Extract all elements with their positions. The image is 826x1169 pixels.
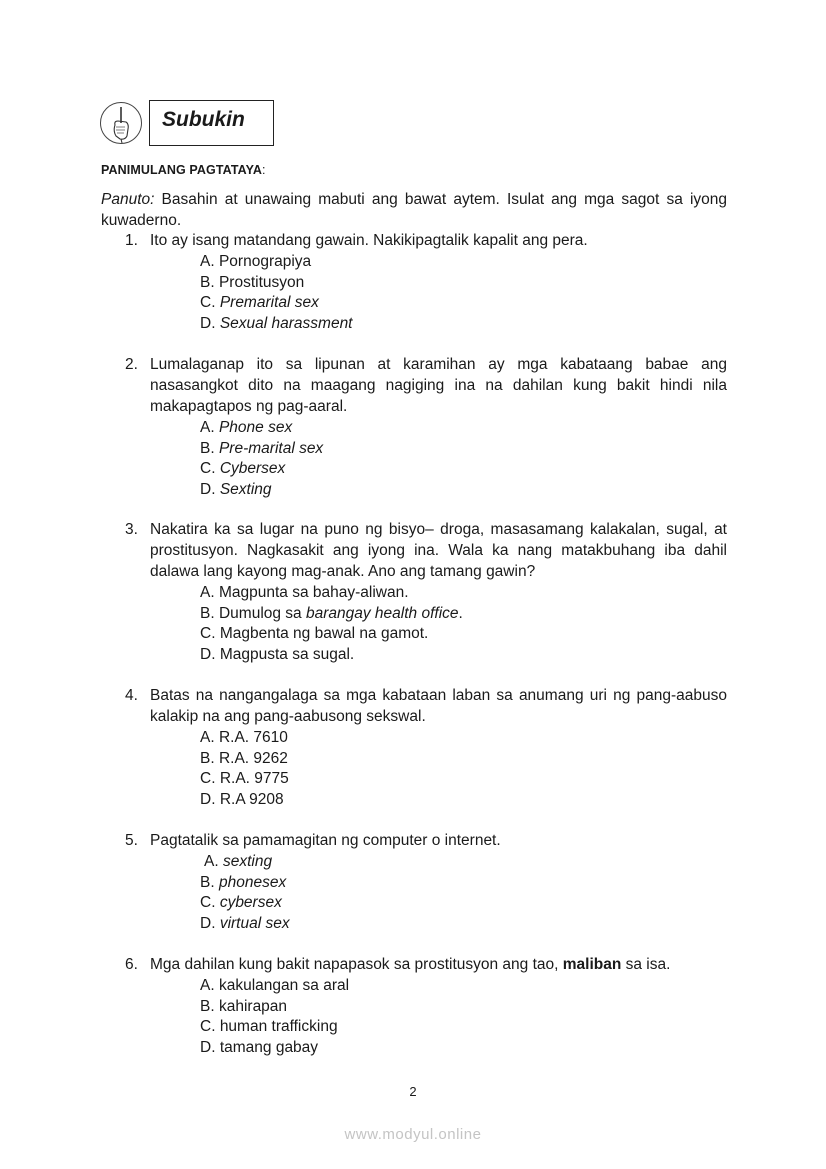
choice-text: tamang gabay — [219, 1039, 319, 1057]
question-5 — [125, 830, 727, 934]
choice-text: R.A. 7610 — [218, 729, 288, 746]
question-number: 6. — [125, 956, 138, 973]
choice-b — [200, 996, 727, 1017]
choice-d — [200, 644, 727, 665]
assessment-label-colon: : — [262, 163, 266, 177]
choice-letter: D. — [200, 646, 216, 664]
choice-b — [200, 438, 727, 459]
choice-letter: C. — [200, 460, 216, 478]
choice-text: Dumulog sa — [218, 604, 306, 622]
assessment-label — [101, 163, 266, 177]
question-1 — [125, 230, 727, 334]
choice-c — [200, 623, 727, 644]
question-number: 4. — [125, 687, 138, 704]
question-text-emphasis: maliban — [562, 956, 622, 973]
choice-b — [200, 872, 727, 893]
choice-letter: B. — [200, 273, 215, 291]
choice-letter: B. — [200, 749, 215, 767]
choice-b — [200, 603, 727, 624]
choices — [200, 975, 727, 1058]
choice-a — [200, 975, 727, 996]
choice-d — [200, 479, 727, 500]
choice-letter: A. — [200, 419, 215, 436]
choice-a — [200, 727, 727, 748]
choice-d — [200, 1037, 727, 1058]
choice-letter: D. — [200, 1039, 216, 1057]
choice-text: virtual sex — [219, 915, 290, 933]
choice-text-end: . — [458, 604, 463, 622]
choice-text: R.A. 9262 — [218, 749, 288, 767]
choice-text: Cybersex — [219, 460, 286, 478]
question-3 — [125, 519, 727, 665]
question-text: Ito ay isang matandang gawain. Nakikipagtalik kapalit ang pera. — [150, 232, 588, 249]
choice-text: Pornograpiya — [218, 253, 312, 270]
choice-letter: A. — [200, 253, 215, 270]
choice-letter: D. — [200, 791, 216, 809]
page-number: 2 — [409, 1084, 417, 1099]
choice-text: cybersex — [219, 894, 282, 912]
choice-c — [200, 768, 727, 789]
question-text: Batas na nangangalaga sa mga kabataan laban sa anumang uri ng pang-aabuso kalakip na ang pang-aabusong sekswal. — [150, 687, 727, 725]
question-4 — [125, 685, 727, 810]
question-text: Pagtatalik sa pamamagitan ng computer o internet. — [150, 832, 501, 849]
choice-letter: A. — [200, 977, 215, 994]
choice-letter: B. — [200, 439, 215, 457]
instructions-text: Basahin at unawaing mabuti ang bawat aytem. Isulat ang mga sagot sa iyong kuwaderno. — [101, 191, 727, 229]
choice-letter: D. — [200, 915, 216, 933]
choice-a — [200, 851, 727, 872]
question-number: 2. — [125, 356, 138, 373]
choice-letter: D. — [200, 315, 216, 333]
question-6 — [125, 954, 727, 1058]
choice-a — [200, 417, 727, 438]
question-text: Nakatira ka sa lugar na puno ng bisyo– droga, masasamang kalakalan, sugal, at prostitusyon. Nagkasakit ang iyong ina. Wala ka nang matakbuhang iba dahil dalawa lang kayong mag-anak. Ano ang tamang gawin? — [150, 521, 727, 580]
choice-text: Premarital sex — [219, 294, 319, 312]
choices — [200, 851, 727, 934]
choice-text: Magpunta sa bahay-aliwan. — [218, 584, 409, 601]
choice-a — [200, 251, 727, 272]
hand-holding-pencil-icon — [100, 102, 142, 144]
question-number: 1. — [125, 232, 138, 249]
choice-text: Sexual harassment — [219, 315, 353, 333]
choice-c — [200, 1016, 727, 1037]
question-text: Lumalaganap ito sa lipunan at karamihan ay mga kabataang babae ang nasasangkot dito na maagang nagiging ina na dahilan kung bakit hindi nila makapagtapos ng pag-aaral. — [150, 356, 727, 415]
choice-text: Magbenta ng bawal na gamot. — [219, 625, 429, 643]
choice-text: Pre-marital sex — [218, 439, 324, 457]
assessment-label-text: PANIMULANG PAGTATAYA — [101, 163, 263, 177]
choice-c — [200, 892, 727, 913]
choice-text: R.A. 9775 — [219, 770, 289, 788]
choice-text: phonesex — [218, 873, 287, 891]
choice-letter: C. — [200, 1018, 216, 1036]
section-title-box — [149, 100, 274, 146]
watermark: www.modyul.online — [344, 1126, 482, 1143]
choice-letter: A. — [200, 584, 215, 601]
question-number: 3. — [125, 521, 138, 538]
choice-text: kahirapan — [218, 997, 288, 1015]
choice-text: Sexting — [219, 481, 272, 499]
choice-letter: D. — [200, 481, 216, 499]
choice-letter: A. — [200, 729, 215, 746]
choices — [200, 251, 727, 334]
choice-text: Prostitusyon — [218, 273, 305, 291]
choice-d — [200, 313, 727, 334]
choices — [200, 417, 727, 500]
choice-letter: C. — [200, 625, 216, 643]
choice-b — [200, 748, 727, 769]
instructions — [101, 189, 727, 231]
question-2 — [125, 354, 727, 500]
choice-c — [200, 292, 727, 313]
choice-text: Phone sex — [218, 419, 293, 436]
choice-text: kakulangan sa aral — [218, 977, 350, 994]
question-text — [150, 954, 727, 975]
choice-text: sexting — [222, 853, 273, 870]
question-text-start: Mga dahilan kung bakit napapasok sa prostitusyon ang tao, — [150, 956, 563, 973]
choice-a — [200, 582, 727, 603]
choice-letter: B. — [200, 873, 215, 891]
choice-letter: B. — [200, 997, 215, 1015]
choice-letter: C. — [200, 770, 216, 788]
choice-letter: C. — [200, 894, 216, 912]
choice-text: human trafficking — [219, 1018, 338, 1036]
choice-letter: B. — [200, 604, 215, 622]
choice-text: Magpusta sa sugal. — [219, 646, 355, 664]
question-text-end: sa isa. — [621, 956, 671, 973]
choice-letter: A. — [204, 853, 219, 870]
section-title: Subukin — [162, 108, 245, 131]
choice-d — [200, 789, 727, 810]
instructions-label: Panuto: — [101, 191, 155, 208]
question-number: 5. — [125, 832, 138, 849]
choices — [200, 582, 727, 665]
choice-text: R.A 9208 — [219, 791, 284, 809]
choice-c — [200, 458, 727, 479]
choice-letter: C. — [200, 294, 216, 312]
choices — [200, 727, 727, 810]
choice-text-italic: barangay health office — [305, 604, 459, 622]
choice-b — [200, 272, 727, 293]
choice-d — [200, 913, 727, 934]
